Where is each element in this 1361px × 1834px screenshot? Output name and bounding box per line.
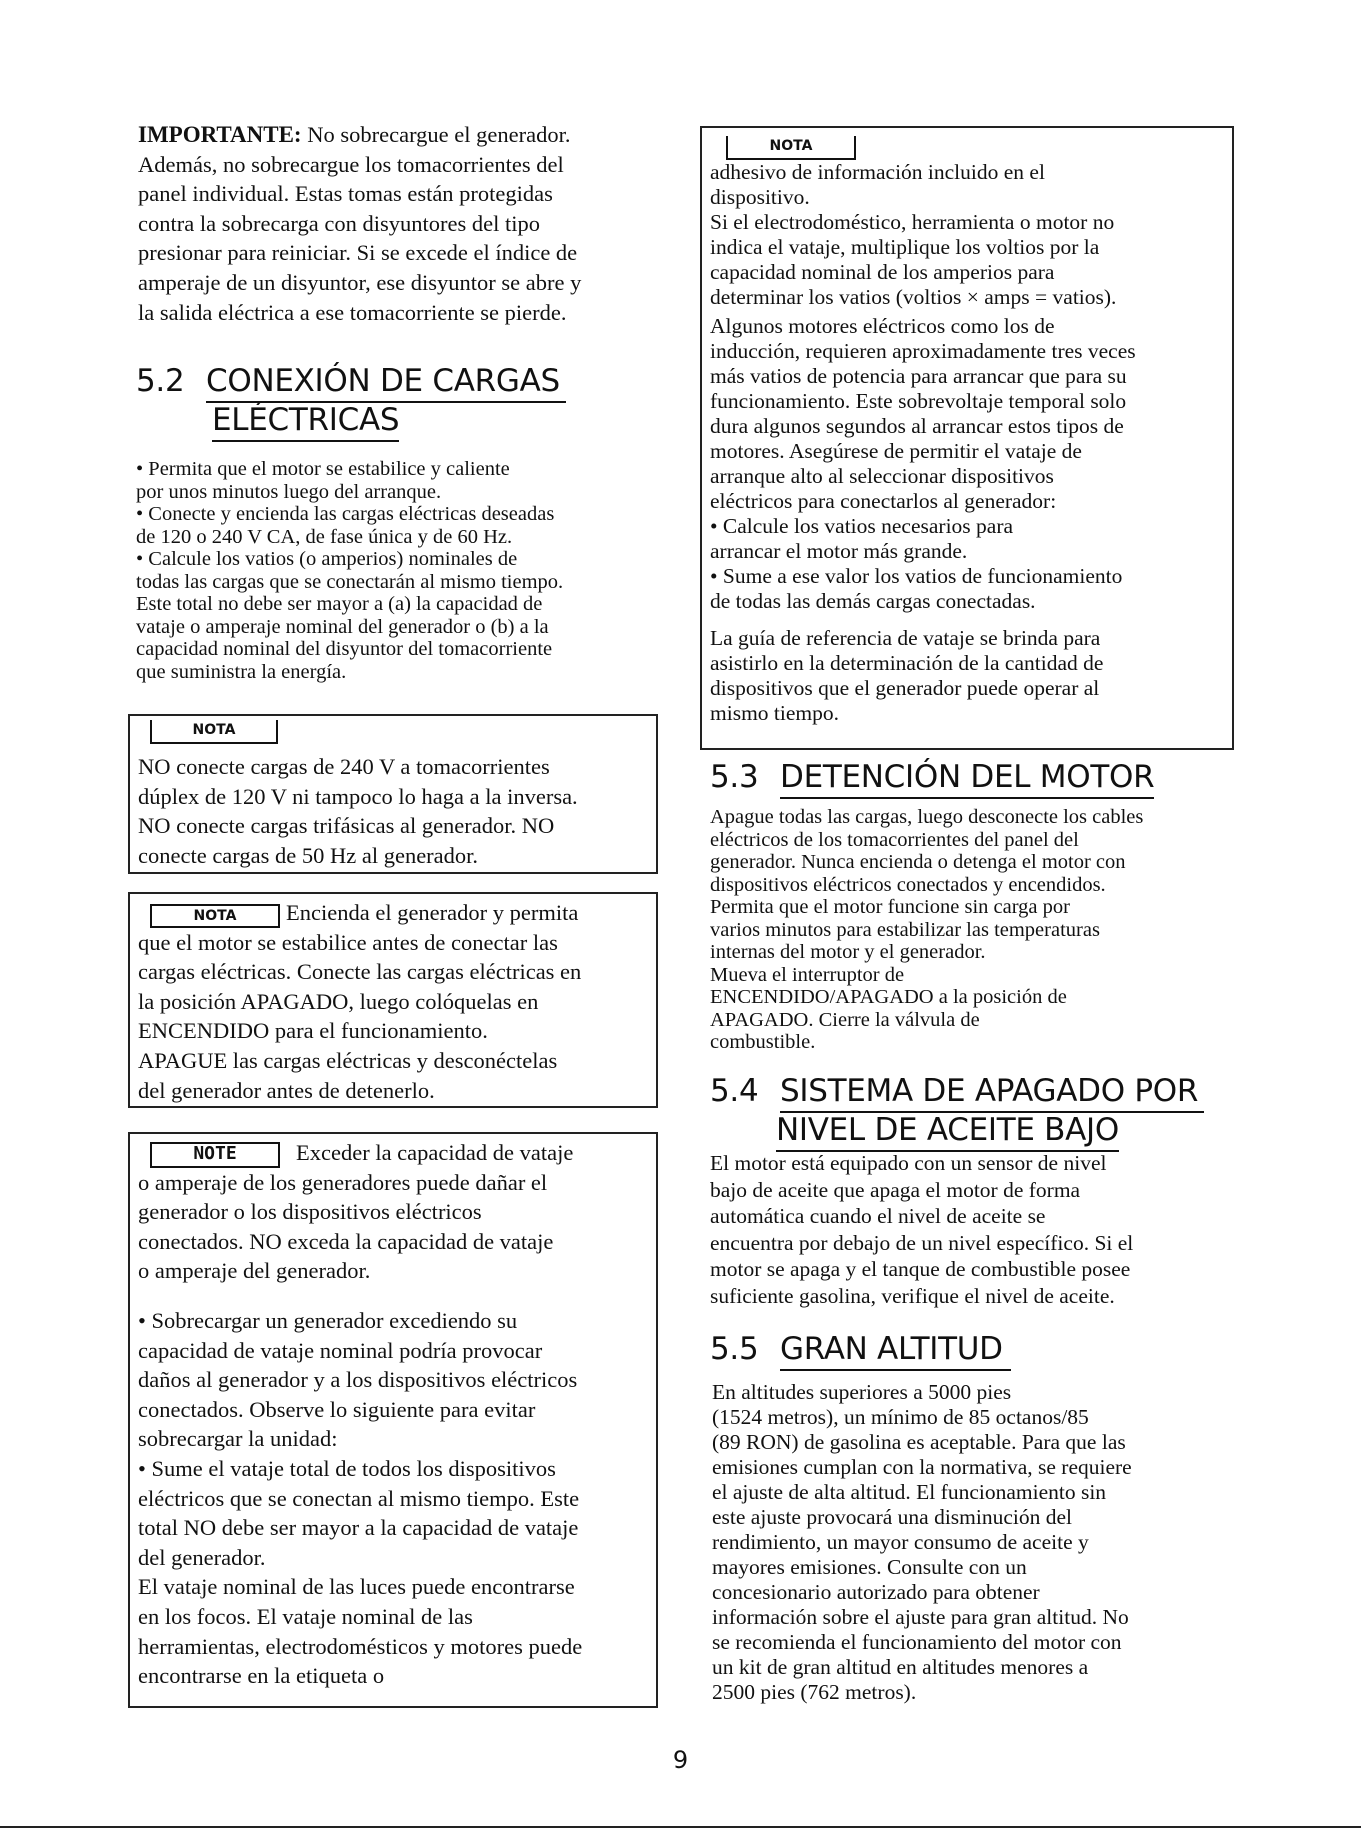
text-line: • Sobrecargar un generador excediendo su bbox=[138, 1307, 518, 1333]
text-line: o amperaje del generador. bbox=[138, 1258, 371, 1284]
note-box-3 bbox=[128, 1132, 658, 1708]
text-line: ENCENDIDO para el funcionamiento. bbox=[138, 1018, 488, 1044]
text-line: conectados. Observe lo siguiente para evitar bbox=[138, 1396, 536, 1422]
text-line: Además, no sobrecargue los tomacorrientes del bbox=[138, 151, 564, 177]
section-5-5-body bbox=[712, 1380, 1242, 1705]
section-5-4-title-line1: SISTEMA DE APAGADO POR bbox=[780, 1072, 1204, 1113]
text-line: encontrarse en la etiqueta o bbox=[138, 1663, 385, 1689]
text-line: o amperaje de los generadores puede dañar el bbox=[138, 1169, 548, 1195]
text-line: • Permita que el motor se estabilice y caliente bbox=[136, 458, 510, 480]
text-line: generador o los dispositivos eléctricos bbox=[138, 1199, 482, 1225]
section-5-3-number: 5.3 bbox=[710, 759, 759, 795]
text-line: concesionario autorizado para obtener bbox=[712, 1580, 1040, 1604]
importante-lines bbox=[138, 150, 658, 328]
text-line: inducción, requieren aproximadamente tres veces bbox=[710, 339, 1136, 363]
nota-cont-lines-1 bbox=[710, 160, 1224, 310]
text-line: encuentra por debajo de un nivel específico. Si el bbox=[710, 1230, 1134, 1255]
text-line: internas del motor y el generador. bbox=[710, 941, 986, 963]
text-line: más vatios de potencia para arrancar que para su bbox=[710, 364, 1127, 388]
text-line: dispositivos que el generador puede operar al bbox=[710, 676, 1100, 700]
note-3-lines-2 bbox=[138, 1306, 648, 1691]
note-3-first-line: Exceder la capacidad de vataje bbox=[296, 1140, 574, 1165]
section-5-4-title-line2: NIVEL DE ACEITE BAJO bbox=[776, 1111, 1119, 1152]
section-5-3-heading bbox=[710, 758, 1230, 802]
text-line: Apague todas las cargas, luego desconecte los cables bbox=[710, 806, 1144, 828]
text-line: el ajuste de alta altitud. El funcionamiento sin bbox=[712, 1480, 1107, 1504]
text-line: APAGADO. Cierre la válvula de bbox=[710, 1008, 980, 1031]
importante-paragraph bbox=[138, 120, 658, 327]
nota-tag-2: NOTA bbox=[150, 904, 280, 928]
text-line: APAGUE las cargas eléctricas y desconéctelas bbox=[138, 1047, 558, 1073]
text-line: dura algunos segundos al arrancar estos tipos de bbox=[710, 414, 1124, 438]
text-line: que suministra la energía. bbox=[136, 660, 347, 683]
nota-cont-lines-2 bbox=[710, 314, 1224, 614]
nota-tag-1: NOTA bbox=[150, 720, 278, 744]
text-line: motores. Asegúrese de permitir el vataje de bbox=[710, 439, 1082, 463]
text-line: eléctricos de los tomacorrientes del panel del bbox=[710, 828, 1079, 851]
text-line: NO conecte cargas trifásicas al generador. NO bbox=[138, 813, 555, 839]
text-line: del generador. bbox=[138, 1544, 266, 1570]
text-line: daños al generador y a los dispositivos eléctricos bbox=[138, 1367, 578, 1393]
text-line: En altitudes superiores a 5000 pies bbox=[712, 1380, 1012, 1404]
text-line: capacidad nominal del disyuntor del tomacorriente bbox=[136, 638, 553, 660]
section-5-5-title: GRAN ALTITUD bbox=[780, 1330, 1011, 1371]
text-line: • Calcule los vatios necesarios para bbox=[710, 514, 1014, 538]
importante-label: IMPORTANTE: bbox=[138, 122, 302, 147]
nota-2-lines bbox=[138, 928, 648, 1106]
text-line: • Conecte y encienda las cargas eléctricas deseadas bbox=[136, 503, 555, 525]
section-5-2-heading bbox=[136, 362, 656, 442]
nota-2-first-line: Encienda el generador y permita bbox=[286, 900, 579, 925]
text-line: emisiones cumplan con la normativa, se requiere bbox=[712, 1455, 1132, 1479]
text-line: • Sume el vataje total de todos los dispositivos bbox=[138, 1455, 556, 1481]
text-line: varios minutos para estabilizar las temperaturas bbox=[710, 918, 1100, 941]
text-line: eléctricos que se conectan al mismo tiempo. Este bbox=[138, 1485, 580, 1511]
text-line: • Calcule los vatios (o amperios) nominales de bbox=[136, 548, 518, 570]
text-line: La guía de referencia de vataje se brinda para bbox=[710, 626, 1101, 650]
text-line: • Sume a ese valor los vatios de funcionamiento bbox=[710, 564, 1123, 588]
text-line: la posición APAGADO, luego colóquelas en bbox=[138, 988, 539, 1014]
text-line: panel individual. Estas tomas están protegidas bbox=[138, 181, 553, 207]
text-line: amperaje de un disyuntor, ese disyuntor se abre y bbox=[138, 269, 582, 295]
text-line: dúplex de 120 V ni tampoco lo haga a la inversa. bbox=[138, 783, 578, 809]
text-line: la salida eléctrica a ese tomacorriente se pierde. bbox=[138, 299, 567, 325]
text-line: ENCENDIDO/APAGADO a la posición de bbox=[710, 986, 1067, 1008]
text-line: Si el electrodoméstico, herramienta o motor no bbox=[710, 210, 1115, 234]
section-5-4-heading bbox=[710, 1072, 1240, 1152]
nota-tag-continued: NOTA bbox=[726, 136, 856, 160]
text-line: El motor está equipado con un sensor de nivel bbox=[710, 1151, 1107, 1175]
section-5-5-number: 5.5 bbox=[710, 1331, 759, 1367]
text-line: sobrecargar la unidad: bbox=[138, 1426, 338, 1452]
text-line: en los focos. El vataje nominal de las bbox=[138, 1603, 473, 1629]
section-5-4-lines bbox=[710, 1150, 1240, 1309]
section-5-2-number: 5.2 bbox=[136, 363, 185, 399]
text-line: del generador antes de detenerlo. bbox=[138, 1077, 435, 1103]
text-line: presionar para reiniciar. Si se excede el índice de bbox=[138, 240, 578, 266]
section-5-5-lines bbox=[712, 1380, 1242, 1705]
section-5-3-body bbox=[710, 806, 1240, 1054]
section-5-5-heading bbox=[710, 1330, 1230, 1374]
nota-box-2 bbox=[128, 892, 658, 1108]
text-line: determinar los vatios (voltios × amps = vatios). bbox=[710, 285, 1117, 309]
text-line: capacidad de vataje nominal podría provocar bbox=[138, 1337, 543, 1363]
nota-cont-lines-3 bbox=[710, 626, 1224, 726]
text-line: rendimiento, un mayor consumo de aceite y bbox=[712, 1530, 1089, 1554]
text-line: eléctricos para conectarlos al generador: bbox=[710, 489, 1057, 513]
nota-box-1 bbox=[128, 714, 658, 874]
section-5-2-body bbox=[136, 458, 656, 683]
text-line: mismo tiempo. bbox=[710, 701, 839, 725]
section-5-2-lines bbox=[136, 458, 656, 683]
section-5-2-title-line1: CONEXIÓN DE CARGAS bbox=[206, 362, 566, 403]
text-line: conecte cargas de 50 Hz al generador. bbox=[138, 842, 479, 868]
text-line: dispositivos eléctricos conectados y encendidos. bbox=[710, 873, 1106, 896]
section-5-4-body bbox=[710, 1150, 1240, 1309]
text-line: automática cuando el nivel de aceite se bbox=[710, 1204, 1046, 1228]
text-line: este ajuste provocará una disminución del bbox=[712, 1505, 1073, 1529]
text-line: Mueva el interruptor de bbox=[710, 963, 905, 986]
text-line: de todas las demás cargas conectadas. bbox=[710, 589, 1036, 613]
text-line: generador. Nunca encienda o detenga el motor con bbox=[710, 851, 1126, 873]
text-line: arranque alto al seleccionar dispositivos bbox=[710, 464, 1054, 488]
text-line: por unos minutos luego del arranque. bbox=[136, 480, 442, 503]
text-line: indica el vataje, multiplique los voltios por la bbox=[710, 235, 1100, 259]
page-number: 9 bbox=[672, 1746, 689, 1774]
text-line: Permita que el motor funcione sin carga por bbox=[710, 896, 1070, 918]
text-line: asistirlo en la determinación de la cantidad de bbox=[710, 651, 1104, 675]
section-5-3-lines bbox=[710, 806, 1240, 1054]
text-line: herramientas, electrodomésticos y motores puede bbox=[138, 1633, 583, 1659]
text-line: combustible. bbox=[710, 1031, 816, 1053]
text-line: dispositivo. bbox=[710, 185, 810, 209]
importante-first-text: No sobrecargue el generador. bbox=[301, 122, 571, 147]
text-line: se recomienda el funcionamiento del motor con bbox=[712, 1630, 1122, 1654]
text-line: adhesivo de información incluido en el bbox=[710, 160, 1045, 184]
text-line: contra la sobrecarga con disyuntores del tipo bbox=[138, 210, 540, 236]
text-line: 2500 pies (762 metros). bbox=[712, 1680, 917, 1704]
text-line: Este total no debe ser mayor a (a) la capacidad de bbox=[136, 593, 543, 615]
text-line: conectados. NO exceda la capacidad de vataje bbox=[138, 1228, 554, 1254]
text-line: información sobre el ajuste para gran altitud. No bbox=[712, 1605, 1129, 1629]
nota-1-lines bbox=[138, 752, 648, 870]
importante-first-line bbox=[138, 120, 658, 150]
text-line: (89 RON) de gasolina es aceptable. Para que las bbox=[712, 1430, 1126, 1454]
text-line: (1524 metros), un mínimo de 85 octanos/85 bbox=[712, 1405, 1089, 1429]
text-line: funcionamiento. Este sobrevoltaje temporal solo bbox=[710, 389, 1127, 413]
text-line: capacidad nominal de los amperios para bbox=[710, 260, 1055, 284]
bottom-rule bbox=[0, 1826, 1361, 1828]
section-5-3-title: DETENCIÓN DEL MOTOR bbox=[780, 758, 1154, 799]
text-line: mayores emisiones. Consulte con un bbox=[712, 1555, 1027, 1579]
text-line: total NO debe ser mayor a la capacidad de vataje bbox=[138, 1515, 579, 1541]
text-line: un kit de gran altitud en altitudes menores a bbox=[712, 1655, 1089, 1679]
text-line: cargas eléctricas. Conecte las cargas eléctricas en bbox=[138, 959, 582, 985]
text-line: NO conecte cargas de 240 V a tomacorrientes bbox=[138, 754, 550, 779]
text-line: arrancar el motor más grande. bbox=[710, 539, 968, 563]
text-line: El vataje nominal de las luces puede encontrarse bbox=[138, 1574, 575, 1600]
note-tag-3: NOTE bbox=[150, 1142, 280, 1168]
text-line: que el motor se estabilice antes de conectar las bbox=[138, 929, 558, 955]
text-line: Algunos motores eléctricos como los de bbox=[710, 314, 1055, 338]
text-line: vataje o amperaje nominal del generador o (b) a la bbox=[136, 615, 549, 638]
section-5-2-title-line2: ELÉCTRICAS bbox=[212, 401, 399, 442]
text-line: de 120 o 240 V CA, de fase única y de 60 Hz. bbox=[136, 525, 513, 548]
text-line: todas las cargas que se conectarán al mismo tiempo. bbox=[136, 570, 564, 593]
text-line: motor se apaga y el tanque de combustible posee bbox=[710, 1257, 1131, 1281]
text-line: bajo de aceite que apaga el motor de forma bbox=[710, 1177, 1081, 1202]
note-3-lines bbox=[138, 1168, 648, 1286]
text-line: suficiente gasolina, verifique el nivel de aceite. bbox=[710, 1283, 1115, 1308]
section-5-4-number: 5.4 bbox=[710, 1073, 759, 1109]
nota-box-continued bbox=[700, 126, 1234, 750]
